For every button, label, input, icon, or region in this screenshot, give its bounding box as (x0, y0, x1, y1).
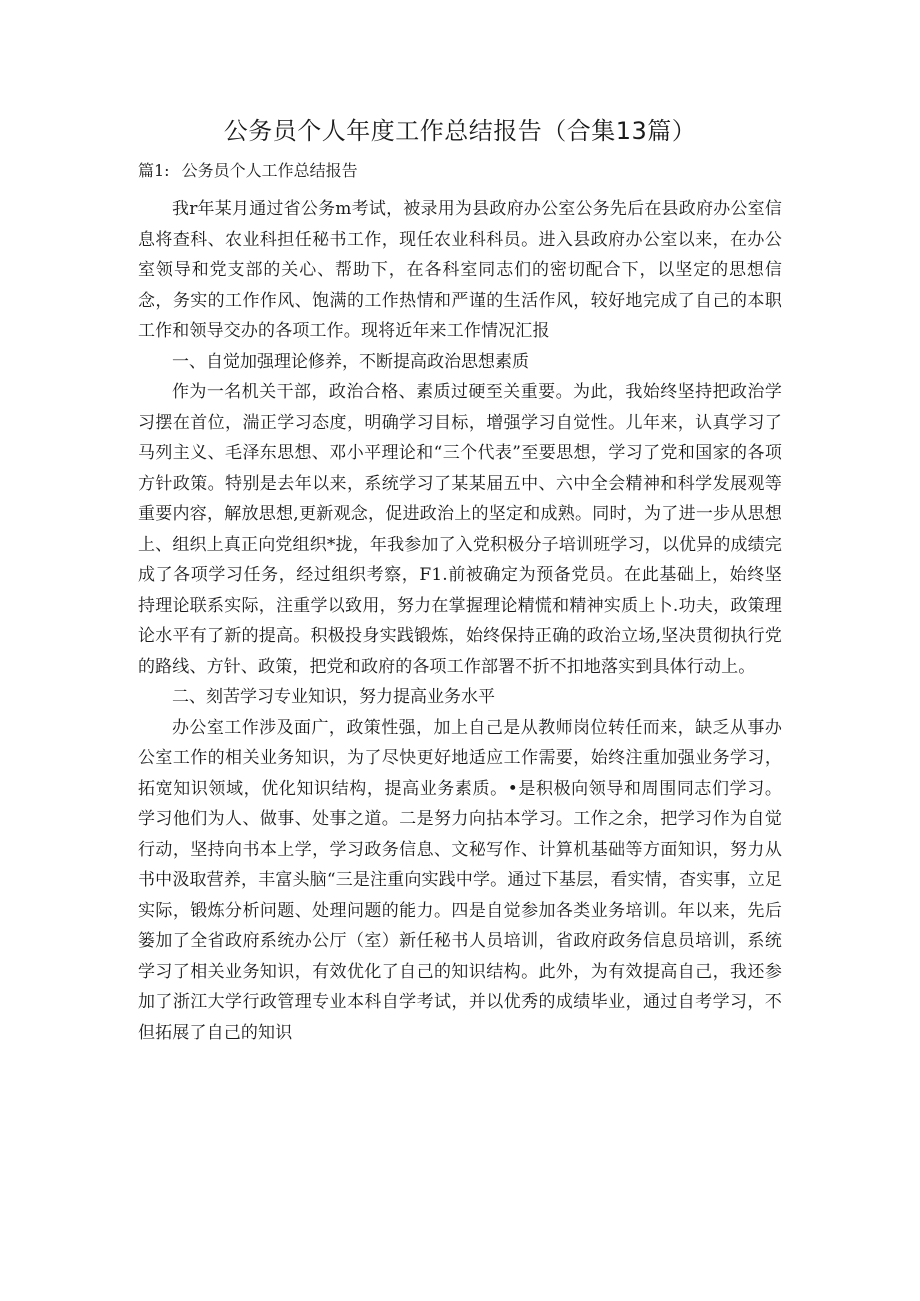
section-heading-2: 二、刻苦学习专业知识，努力提高业务水平 (172, 687, 495, 707)
article-label: 篇1: (138, 161, 170, 180)
section-2-paragraph: 办公室工作涉及面广，政策性强，加上自己是从教师岗位转任而来，缺乏从事办公室工作的相关业务知识，为了尽快更好地适应工作需要，始终注重加强业务学习，拓宽知识领域，优化知识结构，提高业务素质。•是积极向领导和周围同志们学习。学习他们为人、做事、处事之道。二是努力向拈本学习。工作之余，把学习作为自觉行动，坚持向书本上学，学习政务信息、文秘写作、计算机基础等方面知识，努力从书中汲取营养，丰富头脑“三是注重向实践中学。通过下基层，看实情，杳实事，立足实际，锻炼分析问题、处理问题的能力。四是自觉参加各类业务培训。年以来，先后篓加了全省政府系统办公厅（室）新任秘书人员培训，省政府政务信息员培训，系统学习了相关业务知识，有效优化了自己的知识结构。此外，为有效提高自己，我还参加了浙江大学行政管理专业本科自学考试，并以优秀的成绩毕业，通过自考学习，不但拓展了自己的知识 (138, 717, 782, 1043)
intro-paragraph: 我r年某月通过省公务m考试，被录用为县政府办公室公务先后在县政府办公室信息将查科、农业科担任秘书工作，现任农业科科员。进入县政府办公室以来，在办公室领导和党支部的关心、帮助下，在各科室同志们的密切配合下，以坚定的思想信念，务实的工作作风、饱满的工作热情和严谨的生活作风，较好地完成了自己的本职工作和领导交办的各项工作。现将近年来工作情况汇报 (138, 199, 782, 341)
document-title: 公务员个人年度工作总结报告（合集13篇） (223, 117, 697, 145)
article-title: 公务员个人工作总结报告 (181, 161, 358, 180)
document-body (138, 194, 782, 1048)
section-heading-1: 一、自觉加强理论修养，不断提高政治思想素质 (172, 351, 529, 372)
section-1-paragraph: 作为一名机关干部，政治合格、素质过硬至关重要。为此，我始终坚持把政治学习摆在首位，湍正学习态度，明确学习目标，增强学习自觉性。儿年来，认真学习了马列主义、毛泽东思想、邓小平理论和“三个代表”至要思想，学习了党和国家的各项方针政策。特别是去年以来，系统学习了某某届五中、六中全会精神和科学发展观等重要内容，解放思想,更新观念，促进政治上的坚定和成熟。同时，为了进一步从思想上、组织上真正向党组织*拢，年我参加了入党积极分子培训班学习，以优异的成绩完成了各项学习任务，经过组织考察，F1.前被确定为预备党员。在此基础上，始终坚持理论联系实际，注重学以致用，努力在掌握理论精慌和精神实质上卜.功夫，政策理论水平有了新的提高。积极投身实践锻炼，始终保持正确的政治立场,坚决贯彻执行党的路线、方针、政策，把党和政府的各项工作部署不折不扣地落实到具体行动上。 (138, 382, 782, 677)
article-heading (138, 158, 358, 184)
